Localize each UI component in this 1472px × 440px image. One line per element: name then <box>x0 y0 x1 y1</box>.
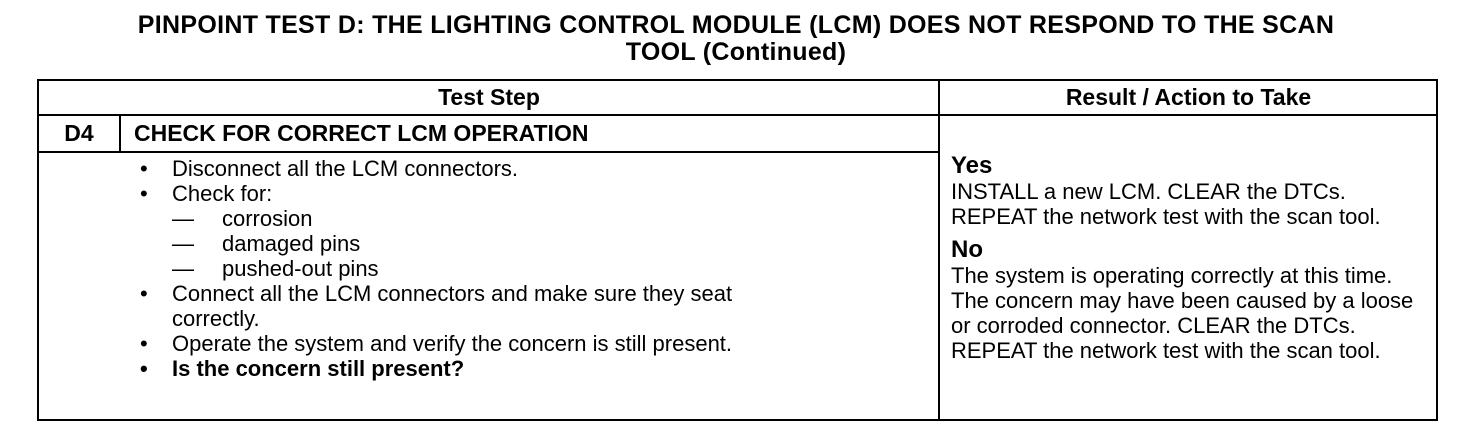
result-cell <box>951 153 1431 371</box>
title-line-1: PINPOINT TEST D: THE LIGHTING CONTROL MODULE (LCM) DOES NOT RESPOND TO THE SCAN <box>137 11 1335 39</box>
dash-glyph: — <box>172 206 194 231</box>
step-title: CHECK FOR CORRECT LCM OPERATION <box>134 120 589 146</box>
list-item-continuation: correctly. <box>172 306 260 331</box>
question-item: • Is the concern still present? <box>132 356 912 381</box>
yes-label: Yes <box>951 152 993 179</box>
no-label: No <box>951 236 983 263</box>
sub-list-item <box>132 231 912 256</box>
header-test-step: Test Step <box>438 84 540 110</box>
test-table <box>37 79 1438 421</box>
sub-list-item <box>132 256 912 281</box>
test-step-list <box>132 156 912 381</box>
list-item: • Connect all the LCM connectors and make sure they seat <box>132 281 912 306</box>
page-title <box>0 12 1472 66</box>
no-action-text: The system is operating correctly at this time. The concern may have been caused by a loose or corroded connector. CLEAR the DTCs. REPEAT the network test with the scan tool. <box>951 263 1414 363</box>
sub-item-text: corrosion <box>222 206 313 231</box>
yes-action-text: INSTALL a new LCM. CLEAR the DTCs. REPEAT the network test with the scan tool. <box>951 179 1381 229</box>
title-line-2: TOOL (Continued) <box>625 38 847 66</box>
dash-glyph: — <box>172 256 194 281</box>
step-id: D4 <box>39 116 121 151</box>
header-result-action: Result / Action to Take <box>1065 84 1312 110</box>
list-item: • Operate the system and verify the concern is still present. <box>132 331 912 356</box>
sub-list-item <box>132 206 912 231</box>
list-item: • Disconnect all the LCM connectors. <box>132 156 912 181</box>
sub-item-text: damaged pins <box>222 231 361 256</box>
list-item: • Check for: <box>132 181 912 206</box>
sub-item-text: pushed-out pins <box>222 256 379 281</box>
table-header-row <box>39 81 1436 116</box>
step-title-row <box>39 116 939 153</box>
dash-glyph: — <box>172 231 194 256</box>
